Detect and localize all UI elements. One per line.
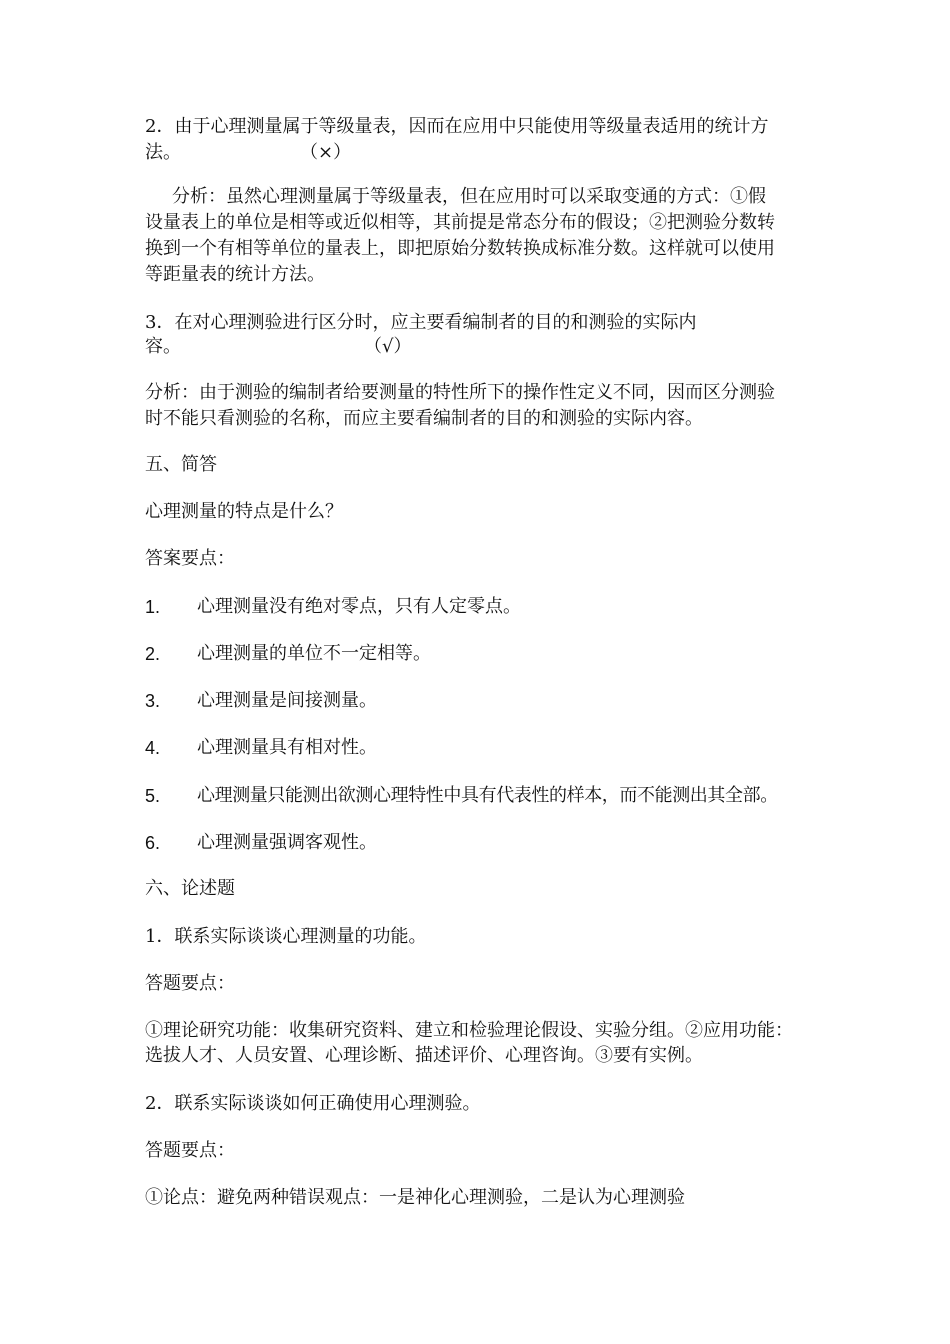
analysis-2-line-2: 设量表上的单位是相等或近似相等，其前提是常态分布的假设；②把测验分数转 bbox=[145, 212, 775, 233]
list-item-number: 5. bbox=[145, 786, 161, 806]
list-item-number: 4. bbox=[145, 738, 161, 758]
list-item-text: 心理测量具有相对性。 bbox=[197, 737, 377, 758]
essay-question-2-answer-label: 答题要点： bbox=[145, 1140, 235, 1161]
list-item-text: 心理测量只能测出欲测心理特性中具有代表性的样本，而不能测出其全部。 bbox=[197, 785, 778, 806]
essay-question-2: 2．联系实际谈谈如何正确使用心理测验。 bbox=[145, 1093, 481, 1114]
question-2-line-2: 法。 bbox=[145, 142, 181, 163]
essay-question-1-answer-line-2: 选拔人才、人员安置、心理诊断、描述评价、心理咨询。③要有实例。 bbox=[145, 1045, 703, 1066]
list-item-text: 心理测量是间接测量。 bbox=[197, 690, 377, 711]
essay-question-1-answer-label: 答题要点： bbox=[145, 973, 235, 994]
list-item-number: 2. bbox=[145, 644, 161, 664]
list-item-number: 6. bbox=[145, 833, 161, 853]
section-5-heading: 五、简答 bbox=[145, 454, 217, 475]
section-5-answer-label: 答案要点： bbox=[145, 548, 235, 569]
analysis-2-line-4: 等距量表的统计方法。 bbox=[145, 264, 325, 285]
list-item-number: 1. bbox=[145, 597, 161, 617]
question-3-line-2: 容。 bbox=[145, 336, 181, 357]
essay-question-1-answer-line-1: ①理论研究功能：收集研究资料、建立和检验理论假设、实验分组。②应用功能： bbox=[145, 1020, 793, 1041]
section-6-heading: 六、论述题 bbox=[145, 878, 235, 899]
list-item-text: 心理测量没有绝对零点，只有人定零点。 bbox=[197, 596, 521, 617]
analysis-3-line-2: 时不能只看测验的名称，而应主要看编制者的目的和测验的实际内容。 bbox=[145, 408, 703, 429]
question-2-line-1: 2．由于心理测量属于等级量表，因而在应用中只能使用等级量表适用的统计方 bbox=[145, 116, 769, 137]
section-5-question: 心理测量的特点是什么？ bbox=[145, 501, 343, 522]
analysis-2-line-1: 分析：虽然心理测量属于等级量表，但在应用时可以采取变通的方式：①假 bbox=[172, 186, 766, 207]
list-item-text: 心理测量的单位不一定相等。 bbox=[197, 643, 431, 664]
essay-question-2-answer-line-1: ①论点：避免两种错误观点：一是神化心理测验，二是认为心理测验 bbox=[145, 1187, 685, 1208]
list-item-number: 3. bbox=[145, 691, 161, 711]
question-2-judgement-mark: （×） bbox=[300, 142, 352, 163]
essay-question-1: 1．联系实际谈谈心理测量的功能。 bbox=[145, 926, 427, 947]
question-3-line-1: 3．在对心理测验进行区分时，应主要看编制者的目的和测验的实际内 bbox=[145, 312, 697, 333]
list-item-text: 心理测量强调客观性。 bbox=[197, 832, 377, 853]
question-3-judgement-mark: （√） bbox=[364, 336, 412, 357]
analysis-2-line-3: 换到一个有相等单位的量表上，即把原始分数转换成标准分数。这样就可以使用 bbox=[145, 238, 775, 259]
analysis-3-line-1: 分析：由于测验的编制者给要测量的特性所下的操作性定义不同，因而区分测验 bbox=[145, 382, 775, 403]
